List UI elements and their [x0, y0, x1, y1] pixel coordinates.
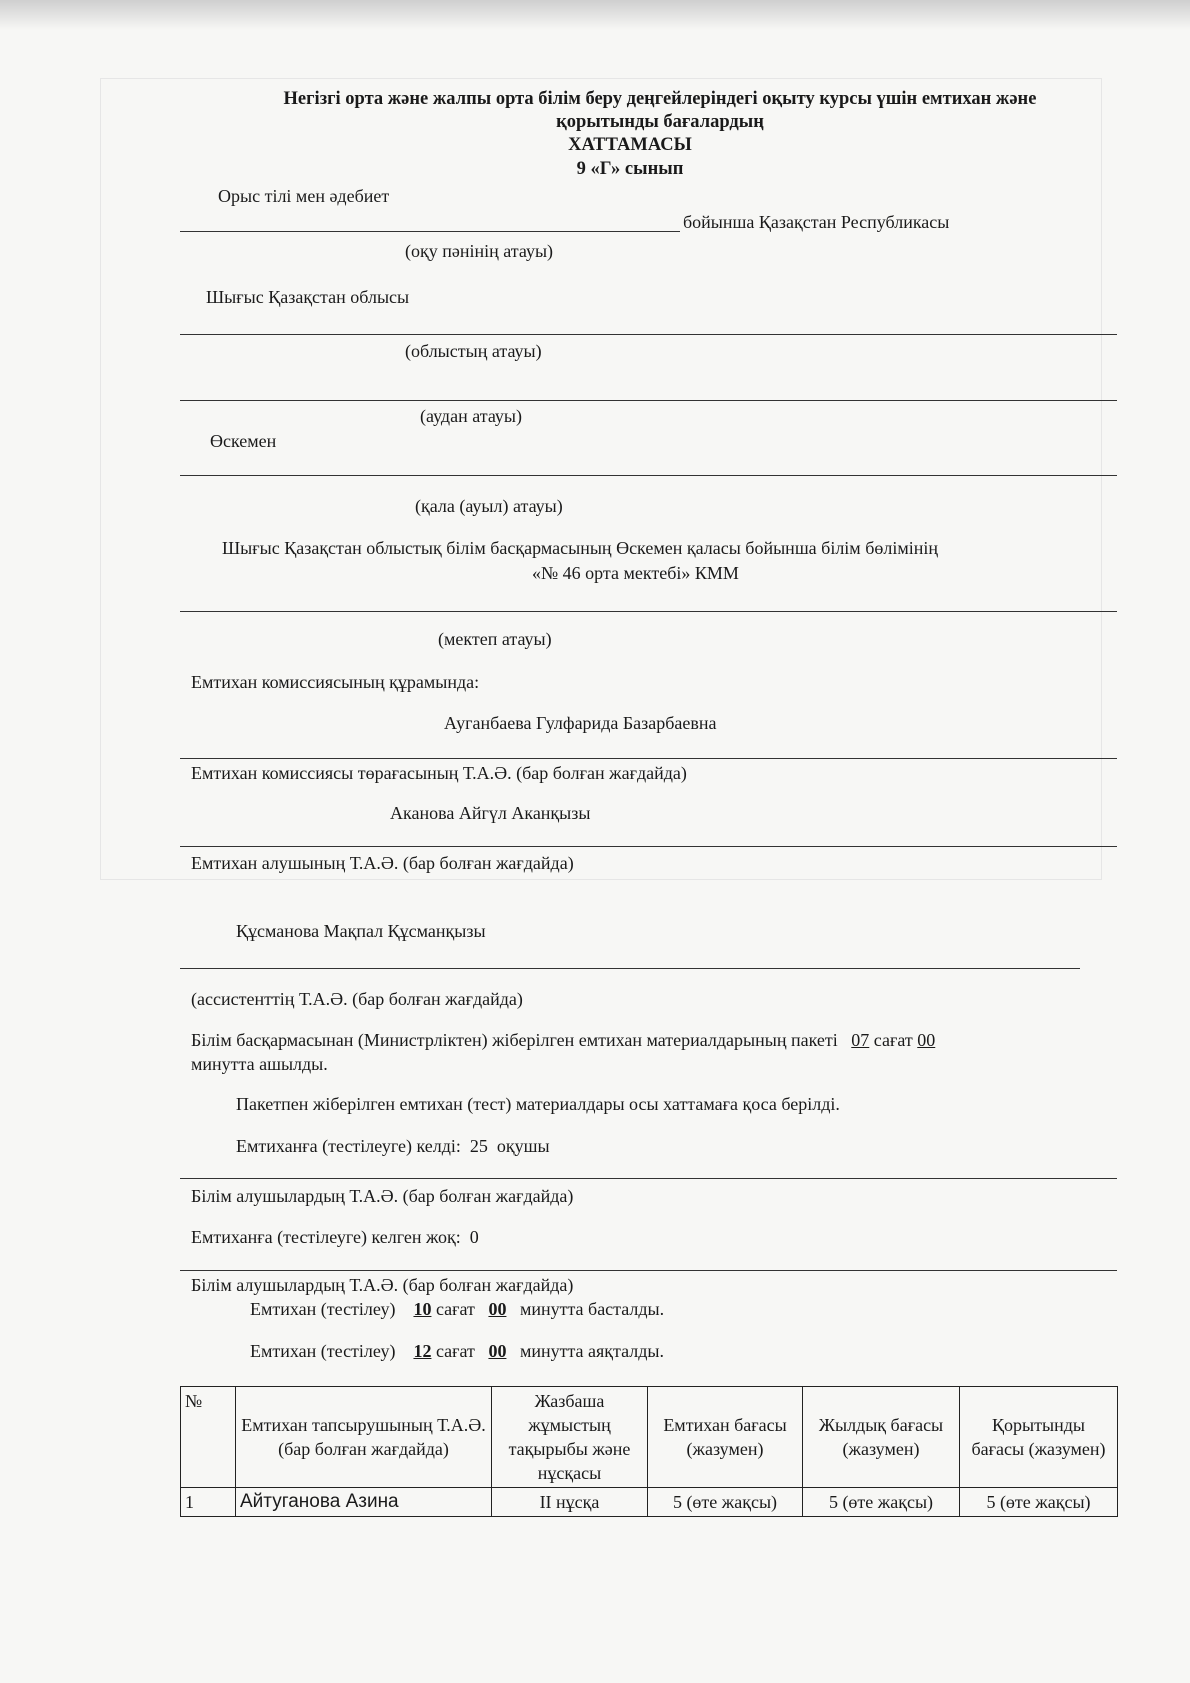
- chair-caption: Емтихан комиссиясы төрағасының Т.А.Ә. (бар болған жағдайда): [191, 763, 687, 783]
- package-text-before: Білім басқармасынан (Министрліктен) жіберілген емтихан материалдарының пакеті: [191, 1030, 838, 1050]
- row-final-grade: 5 (өте жақсы): [960, 1488, 1118, 1517]
- class-label: 9 «Г» сынып: [576, 159, 684, 179]
- row-work-topic: II нұсқа: [492, 1488, 648, 1517]
- came-line: [180, 1178, 1117, 1179]
- table-row: [181, 1488, 1118, 1517]
- came-row: [236, 1135, 550, 1157]
- row-annual-grade: 5 (өте жақсы): [803, 1488, 960, 1517]
- header-annual-grade: Жылдық бағасы (жазумен): [803, 1387, 960, 1488]
- school-line1: Шығыс Қазақстан облыстық білім басқармасының Өскемен қаласы бойынша білім бөлімінің: [222, 538, 939, 558]
- district-caption: (аудан атауы): [420, 406, 522, 426]
- region-value: Шығыс Қазақстан облысы: [206, 287, 410, 307]
- commission-intro: Емтихан комиссиясының құрамында:: [191, 672, 480, 692]
- package-minute: 00: [917, 1030, 936, 1050]
- absent-label: Емтиханға (тестілеуге) келген жоқ:: [191, 1227, 461, 1247]
- header-work-topic: Жазбаша жұмыстың тақырыбы және нұсқасы: [492, 1387, 648, 1488]
- came-caption: Білім алушылардың Т.А.Ә. (бар болған жағдайда): [191, 1186, 574, 1206]
- start-time-row: [250, 1298, 664, 1320]
- results-table: [180, 1386, 1118, 1517]
- came-label: Емтиханға (тестілеуге) келді:: [236, 1136, 461, 1156]
- header-number: №: [181, 1387, 236, 1488]
- row-exam-grade: 5 (өте жақсы): [648, 1488, 803, 1517]
- subject-line: [180, 231, 680, 232]
- region-line: [180, 334, 1117, 335]
- start-minute: 00: [488, 1299, 507, 1319]
- city-line: [180, 475, 1117, 476]
- assistant-caption: (ассистенттің Т.А.Ә. (бар болған жағдайда): [191, 989, 523, 1009]
- subject-value: Орыс тілі мен әдебиет: [218, 186, 390, 206]
- assistant-name: Құсманова Мақпал Құсманқызы: [236, 921, 486, 941]
- absent-line: [180, 1270, 1117, 1271]
- end-minute: 00: [488, 1341, 507, 1361]
- scan-shadow: [0, 0, 1190, 30]
- package-text-after: минутта ашылды.: [191, 1054, 328, 1074]
- examiner-name: Аканова Айгүл Аканқызы: [390, 803, 591, 823]
- start-hour: 10: [413, 1299, 432, 1319]
- end-label: Емтихан (тестілеу): [250, 1341, 396, 1361]
- examiner-line: [180, 846, 1117, 847]
- package-opened-text: [191, 1029, 935, 1051]
- end-hour-word: сағат: [435, 1341, 475, 1361]
- came-unit: оқушы: [496, 1136, 550, 1156]
- absent-row: [191, 1226, 479, 1248]
- school-caption: (мектеп атауы): [438, 629, 552, 649]
- start-suffix: минутта басталды.: [519, 1299, 665, 1319]
- assistant-line: [180, 968, 1080, 969]
- school-line: [180, 611, 1117, 612]
- document-title-line2: қорытынды бағалардың: [556, 112, 764, 132]
- header-student-name: Емтихан тапсырушының Т.А.Ә. (бар болған жағдайда): [236, 1387, 492, 1488]
- examiner-caption: Емтихан алушының Т.А.Ә. (бар болған жағдайда): [191, 853, 574, 873]
- commission-chair-name: Ауганбаева Гулфарида Базарбаевна: [444, 713, 717, 733]
- came-count: 25: [469, 1136, 488, 1156]
- district-line: [180, 400, 1117, 401]
- header-exam-grade: Емтихан бағасы (жазумен): [648, 1387, 803, 1488]
- subject-caption: (оқу пәнінің атауы): [405, 241, 554, 261]
- end-suffix: минутта аяқталды.: [519, 1341, 665, 1361]
- package-attached: Пакетпен жіберілген емтихан (тест) материалдары осы хаттамаға қоса берілді.: [236, 1094, 840, 1114]
- start-label: Емтихан (тестілеу): [250, 1299, 396, 1319]
- start-hour-word: сағат: [435, 1299, 475, 1319]
- end-hour: 12: [413, 1341, 432, 1361]
- chair-line: [180, 758, 1117, 759]
- table-header-row: [181, 1387, 1118, 1488]
- row-student-name: Айтуганова Азина: [236, 1488, 492, 1517]
- package-hour-word: сағат: [873, 1030, 913, 1050]
- document-title-line3: ХАТТАМАСЫ: [568, 135, 692, 155]
- absent-count: 0: [469, 1227, 479, 1247]
- row-number: 1: [181, 1488, 236, 1517]
- end-time-row: [250, 1340, 664, 1362]
- city-caption: (қала (ауыл) атауы): [415, 496, 563, 516]
- subject-suffix: бойынша Қазақстан Республикасы: [683, 212, 950, 232]
- header-final-grade: Қорытынды бағасы (жазумен): [960, 1387, 1118, 1488]
- absent-caption: Білім алушылардың Т.А.Ә. (бар болған жағдайда): [191, 1275, 574, 1295]
- document-title-line1: Негізгі орта және жалпы орта білім беру деңгейлеріндегі оқыту курсы үшін емтихан және: [283, 89, 1037, 109]
- region-caption: (облыстың атауы): [405, 341, 542, 361]
- city-value: Өскемен: [210, 431, 277, 451]
- school-line2: «№ 46 орта мектебі» КММ: [532, 563, 739, 583]
- package-hour: 07: [851, 1030, 870, 1050]
